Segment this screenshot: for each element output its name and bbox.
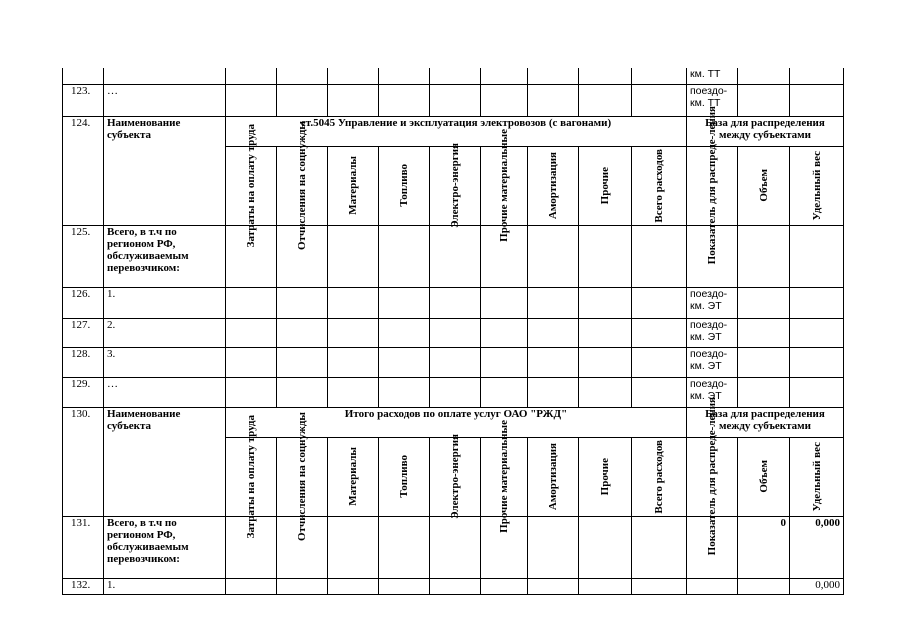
column-header-depreciation: Амортизация bbox=[547, 151, 559, 220]
subject-name: 1. bbox=[104, 287, 226, 318]
row-number: 131. bbox=[63, 516, 104, 578]
column-header-fuel: Топливо bbox=[398, 455, 410, 498]
row-number: 127. bbox=[63, 318, 104, 347]
column-header-labor: Затраты на оплату труда bbox=[245, 414, 257, 539]
subject-name-header: Наименование субъекта bbox=[104, 116, 226, 225]
row-number: 125. bbox=[63, 225, 104, 287]
column-header-electricity: Электро-энергия bbox=[449, 143, 461, 228]
distribution-indicator-cell: поездо-км. ЭТ bbox=[687, 377, 738, 407]
column-header-fuel: Топливо bbox=[398, 164, 410, 207]
column-header-materials: Материалы bbox=[347, 156, 359, 215]
subject-name-cell bbox=[104, 68, 226, 84]
subject-name: Всего, в т.ч по регионом РФ, обслуживаемым перевозчиком: bbox=[104, 225, 226, 287]
table-row bbox=[63, 287, 844, 318]
distribution-indicator-cell: поездо-км. ТТ bbox=[687, 84, 738, 116]
column-header-social: Отчисления на соцнужды bbox=[296, 412, 308, 541]
subject-name-header: Наименование субъекта bbox=[104, 407, 226, 516]
row-number: 128. bbox=[63, 347, 104, 377]
column-header-materials: Материалы bbox=[347, 447, 359, 506]
table-row bbox=[63, 347, 844, 377]
table-row bbox=[63, 68, 844, 84]
row-number: 129. bbox=[63, 377, 104, 407]
column-header-indicator: Показатель для распреде-ления bbox=[706, 397, 718, 556]
distribution-indicator-cell: км. ТТ bbox=[687, 68, 738, 84]
row-number: 126. bbox=[63, 287, 104, 318]
column-header-indicator: Показатель для распреде-ления bbox=[706, 106, 718, 265]
column-header-electricity: Электро-энергия bbox=[449, 434, 461, 519]
column-header-weight: Удельный вес bbox=[810, 150, 823, 221]
subject-name: … bbox=[104, 84, 226, 116]
column-header-other: Прочие bbox=[599, 457, 611, 496]
column-header-other-materials: Прочие материальные bbox=[498, 129, 510, 242]
weight-value: 0,000 bbox=[790, 516, 844, 578]
table-grid bbox=[62, 68, 844, 595]
table-row bbox=[63, 578, 844, 594]
section-title: Итого расходов по оплате услуг ОАО "РЖД" bbox=[226, 407, 687, 437]
subject-name: 2. bbox=[104, 318, 226, 347]
row-number: 130. bbox=[63, 407, 104, 516]
column-header-other: Прочие bbox=[599, 166, 611, 205]
column-header-volume: Объем bbox=[757, 169, 770, 202]
distribution-base-header: База для распределения между субъектами bbox=[687, 407, 844, 437]
column-header-labor: Затраты на оплату труда bbox=[245, 123, 257, 248]
column-header-volume: Объем bbox=[757, 460, 770, 493]
column-header-total: Всего расходов bbox=[653, 439, 665, 514]
table-row bbox=[63, 377, 844, 407]
row-number: 132. bbox=[63, 578, 104, 594]
subject-name: Всего, в т.ч по регионом РФ, обслуживаемым перевозчиком: bbox=[104, 516, 226, 578]
subject-name: 3. bbox=[104, 347, 226, 377]
section-header-row bbox=[63, 407, 844, 437]
subject-name: 1. bbox=[104, 578, 226, 594]
distribution-indicator-cell: поездо-км. ЭТ bbox=[687, 287, 738, 318]
column-header-social: Отчисления на соцнужды bbox=[296, 121, 308, 250]
weight-value: 0,000 bbox=[790, 578, 844, 594]
table-row bbox=[63, 225, 844, 287]
distribution-indicator-cell: поездо-км. ЭТ bbox=[687, 347, 738, 377]
row-number: 123. bbox=[63, 84, 104, 116]
column-header-weight: Удельный вес bbox=[810, 441, 823, 512]
table-row bbox=[63, 318, 844, 347]
table-row bbox=[63, 516, 844, 578]
cost-distribution-table bbox=[62, 68, 843, 598]
subject-name: … bbox=[104, 377, 226, 407]
column-header-depreciation: Амортизация bbox=[547, 442, 559, 511]
row-number: 124. bbox=[63, 116, 104, 225]
section-title: ст.5045 Управление и эксплуатация электровозов (с вагонами) bbox=[226, 116, 687, 146]
distribution-indicator-cell: поездо-км. ЭТ bbox=[687, 318, 738, 347]
section-header-row bbox=[63, 116, 844, 146]
table-row bbox=[63, 84, 844, 116]
column-header-other-materials: Прочие материальные bbox=[498, 420, 510, 533]
row-number-cell bbox=[63, 68, 104, 84]
column-header-total: Всего расходов bbox=[653, 148, 665, 223]
volume-value: 0 bbox=[738, 516, 790, 578]
distribution-base-header: База для распределения между субъектами bbox=[687, 116, 844, 146]
